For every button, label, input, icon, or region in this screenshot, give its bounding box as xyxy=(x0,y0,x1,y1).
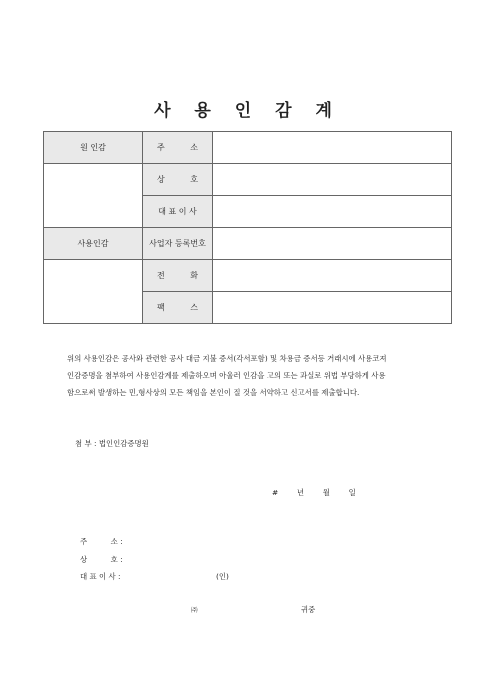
phone-value[interactable] xyxy=(213,260,452,292)
fax-value[interactable] xyxy=(213,292,452,324)
address-value[interactable] xyxy=(213,132,452,164)
table-row xyxy=(44,132,452,164)
user-seal-label: 사용인감 xyxy=(44,228,143,260)
declaration-text xyxy=(67,350,427,401)
date-year: 년 xyxy=(296,488,305,497)
business-reg-no-value[interactable] xyxy=(213,228,452,260)
attachment-note: 첨 부 : 법인인감증명원 xyxy=(75,439,149,448)
date-month: 월 xyxy=(322,488,330,497)
date-year-mark: # xyxy=(272,488,279,497)
recipient-label: 귀중 xyxy=(301,605,316,614)
seal-registration-table xyxy=(43,131,452,324)
principal-seal-label: 원 인감 xyxy=(44,132,143,164)
trade-name-field-label: 상 호 xyxy=(143,164,213,196)
date-day: 일 xyxy=(348,488,356,497)
address-field-label: 주 소 xyxy=(143,132,213,164)
signature-representative-label: 대 표 이 사 : xyxy=(80,572,121,581)
phone-field-label: 전 화 xyxy=(143,260,213,292)
trade-name-value[interactable] xyxy=(213,164,452,196)
document-title: 사 용 인 감 계 xyxy=(154,101,341,121)
date-line xyxy=(272,487,356,498)
table-row xyxy=(44,260,452,292)
representative-value[interactable] xyxy=(213,196,452,228)
corporation-mark: ㈜ xyxy=(191,606,198,614)
declaration-line: 함으로써 발생하는 민,형사상의 모든 책임을 본인이 질 것을 서약하고 신고서를 제출합니다. xyxy=(67,388,360,397)
signature-address-label: 주 소 : xyxy=(80,537,123,546)
user-seal-box xyxy=(44,260,143,324)
principal-seal-box xyxy=(44,164,143,228)
signature-trade-name-label: 상 호 : xyxy=(80,555,123,564)
fax-field-label: 팩 스 xyxy=(143,292,213,324)
table-row xyxy=(44,228,452,260)
seal-in-mark: (인) xyxy=(216,572,229,581)
declaration-line: 인감증명을 첨부하여 사용인감계를 제출하오며 아울러 인감을 고의 또는 과실로 위법 부당하게 사용 xyxy=(67,371,386,380)
table-row xyxy=(44,164,452,196)
declaration-line: 위의 사용인감은 공사와 관련한 공사 대금 지불 증서(각서포함) 및 차용금 증서등 거래시에 사용코져 xyxy=(67,354,387,363)
representative-field-label: 대 표 이 사 xyxy=(143,196,213,228)
business-reg-no-field-label: 사업자 등록번호 xyxy=(143,228,213,260)
